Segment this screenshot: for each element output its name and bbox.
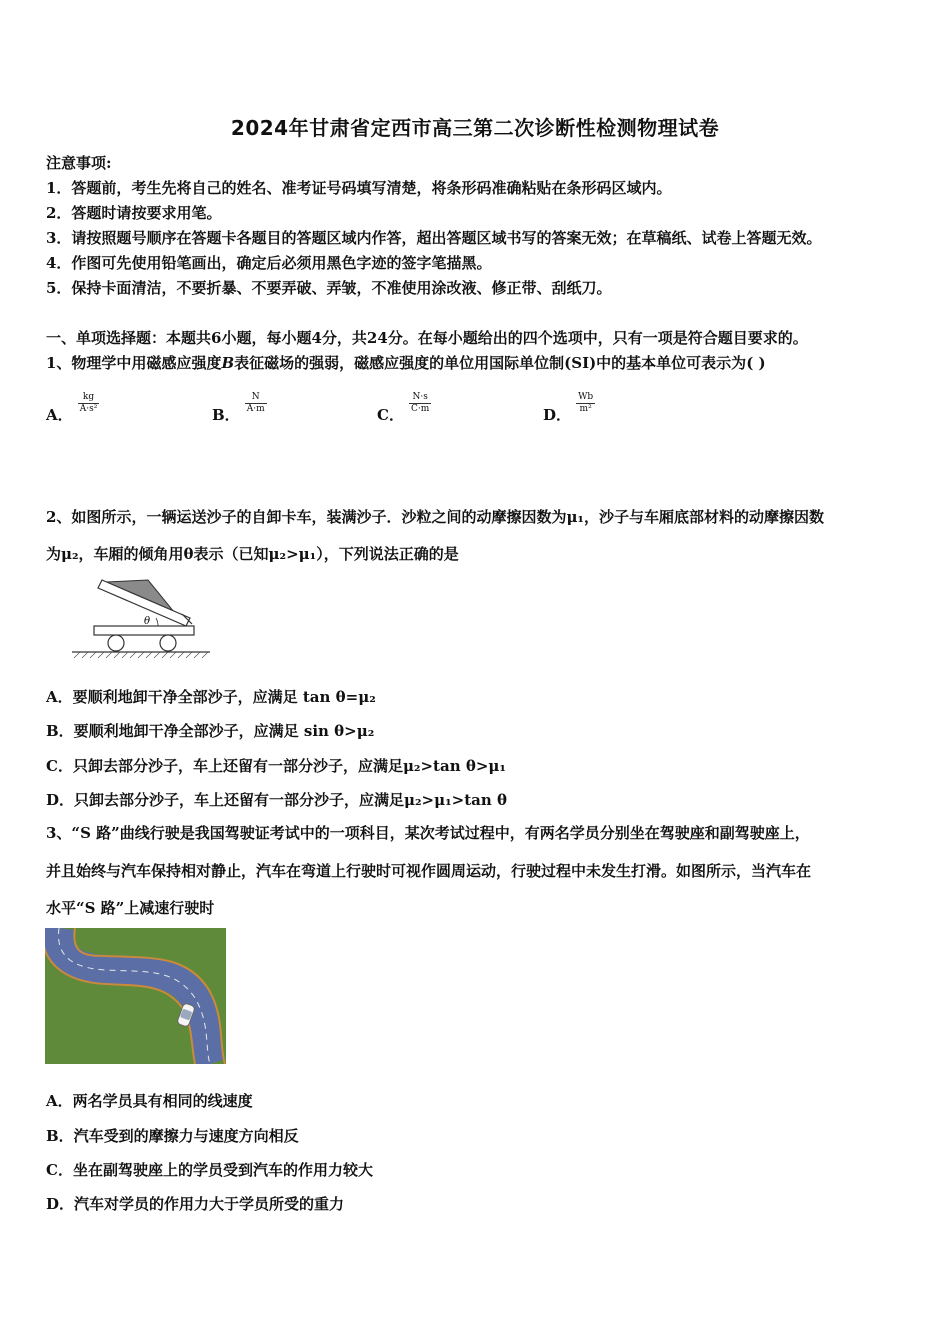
q1-option-d-label: D． — [543, 406, 572, 424]
q1-option-a-den: A·s² — [79, 404, 98, 414]
q1-option-c-den: C·m — [411, 404, 430, 414]
theta-label: θ — [144, 616, 151, 627]
q1-option-b-den: A·m — [246, 404, 265, 414]
section-heading: 一、单项选择题：本题共6小题，每小题4分，共24分。在每小题给出的四个选项中，只有一项是符合题目要求的。 — [46, 329, 808, 347]
q1-option-b-label: B． — [212, 406, 240, 424]
q1-option-a[interactable] — [46, 392, 99, 424]
wheel-right — [160, 635, 176, 651]
notice-item-3: 3．请按照题号顺序在答题卡各题目的答题区域内作答，超出答题区域书写的答案无效；在草稿纸、试卷上答题无效。 — [46, 229, 822, 247]
q2-stem-line1: 2、如图所示，一辆运送沙子的自卸卡车，装满沙子．沙粒之间的动摩擦因数为μ₁，沙子与车厢底部材料的动摩擦因数 — [46, 508, 824, 526]
notice-item-2: 2．答题时请按要求用笔。 — [46, 204, 222, 222]
q3-option-b[interactable]: B．汽车受到的摩擦力与速度方向相反 — [46, 1127, 299, 1145]
q2-option-d[interactable]: D．只卸去部分沙子，车上还留有一部分沙子，应满足μ₂>μ₁>tan θ — [46, 791, 508, 809]
q3-stem-line3: 水平“S 路”上减速行驶时 — [46, 899, 215, 917]
q1-option-d-num: Wb — [578, 392, 594, 402]
q3-stem-line1: 3、“S 路”曲线行驶是我国驾驶证考试中的一项科目，某次考试过程中，有两名学员分别坐在驾驶座和副驾驶座上， — [46, 824, 810, 842]
notice-item-4: 4．作图可先使用铅笔画出，确定后必须用黑色字迹的签字笔描黑。 — [46, 254, 492, 272]
q2-option-c[interactable]: C．只卸去部分沙子，车上还留有一部分沙子，应满足μ₂>tan θ>μ₁ — [46, 757, 506, 775]
q2-option-a[interactable]: A．要顺利地卸干净全部沙子，应满足 tan θ=μ₂ — [46, 688, 376, 706]
q1-stem-part-a: 1、物理学中用磁感应强度 — [46, 354, 222, 372]
notice-item-5: 5．保持卡面清洁，不要折暴、不要弄破、弄皱，不准使用涂改液、修正带、刮纸刀。 — [46, 279, 612, 297]
notice-item-1: 1．答题前，考生先将自己的姓名、准考证号码填写清楚，将条形码准确粘贴在条形码区域内。 — [46, 179, 672, 197]
q1-option-c-num: N·s — [409, 392, 431, 404]
q1-option-c-label: C． — [377, 406, 404, 424]
q1-option-c[interactable] — [377, 392, 431, 424]
q2-stem-line2: 为μ₂，车厢的倾角用θ表示（已知μ₂>μ₁），下列说法正确的是 — [46, 545, 459, 563]
q1-option-b-num: N — [245, 392, 267, 404]
page-title: 2024年甘肃省定西市高三第二次诊断性检测物理试卷 — [230, 116, 720, 140]
q1-option-a-label: A． — [46, 406, 73, 424]
q1-option-d-den: m² — [579, 404, 592, 414]
q1-stem-part-b: 表征磁场的强弱，磁感应强度的单位用国际单位制(SI)中的基本单位可表示为( ) — [234, 354, 766, 372]
q3-stem-line2: 并且始终与汽车保持相对静止，汽车在弯道上行驶时可视作圆周运动，行驶过程中未发生打滑。如图所示，当汽车在 — [46, 862, 812, 880]
wheel-left — [108, 635, 124, 651]
q3-option-a[interactable]: A．两名学员具有相同的线速度 — [46, 1092, 253, 1110]
q1-option-d[interactable] — [543, 392, 595, 424]
s-road-figure — [45, 928, 226, 1064]
q3-option-d[interactable]: D．汽车对学员的作用力大于学员所受的重力 — [46, 1195, 345, 1213]
dump-truck-figure — [70, 574, 212, 664]
truck-chassis — [94, 626, 194, 635]
q1-option-b[interactable] — [212, 392, 267, 424]
notice-heading: 注意事项: — [46, 154, 112, 172]
q3-option-c[interactable]: C．坐在副驾驶座上的学员受到汽车的作用力较大 — [46, 1161, 373, 1179]
q1-option-a-num: kg — [78, 392, 100, 404]
q2-option-b[interactable]: B．要顺利地卸干净全部沙子，应满足 sin θ>μ₂ — [46, 722, 375, 740]
q1-stem — [46, 352, 766, 373]
q1-stem-var: B — [221, 354, 235, 372]
